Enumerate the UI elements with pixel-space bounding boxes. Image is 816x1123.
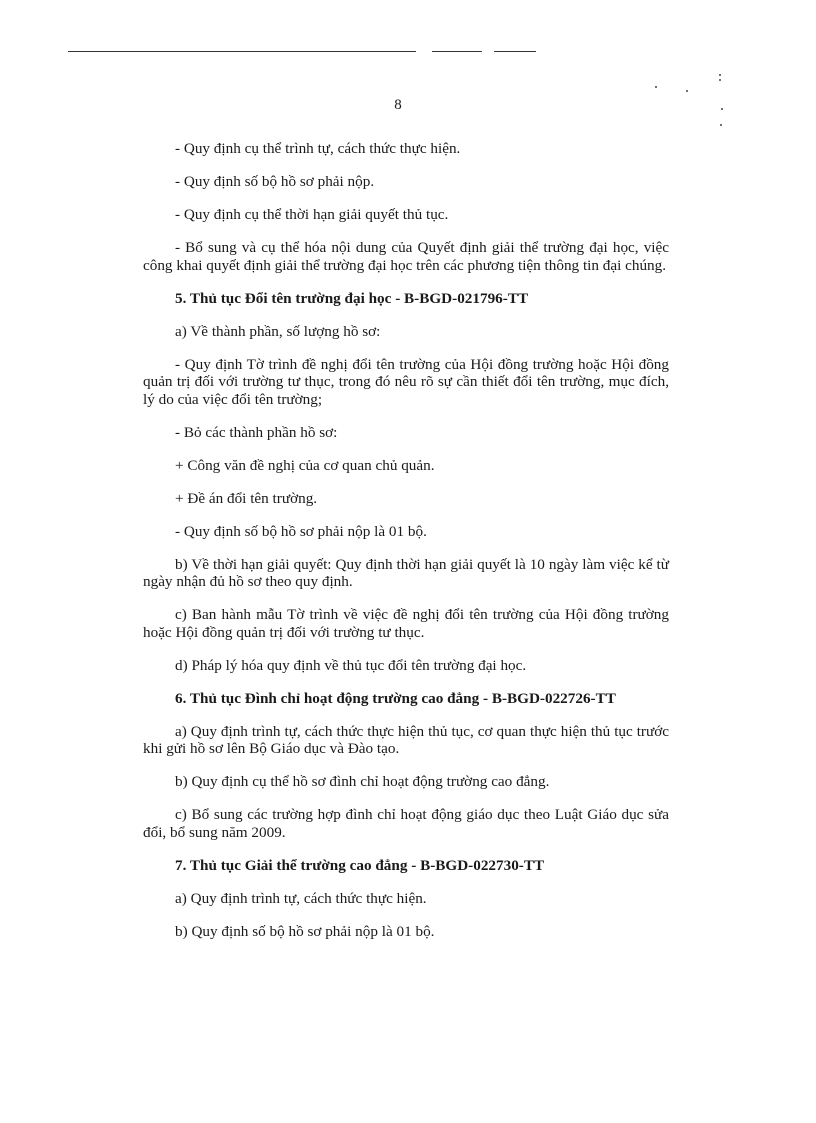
paragraph: a) Quy định trình tự, cách thức thực hiện thủ tục, cơ quan thực hiện thủ tục trước khi gửi hồ sơ lên Bộ Giáo dục và Đào tạo. [143,722,669,757]
paragraph: - Bổ sung và cụ thể hóa nội dung của Quyết định giải thể trường đại học, việc công khai quyết định giải thể trường đại học trên các phương tiện thông tin đại chúng. [143,239,669,274]
paragraph: d) Pháp lý hóa quy định về thủ tục đổi tên trường đại học. [175,656,527,674]
header-rule-segment [68,51,416,52]
paragraph: + Đề án đổi tên trường. [175,489,318,507]
paragraph: + Công văn đề nghị của cơ quan chủ quản. [175,456,435,474]
section-heading: 7. Thủ tục Giải thể trường cao đẳng - B-BGD-022730-TT [175,856,545,874]
document-body [143,140,669,956]
scan-speck [719,79,721,81]
paragraph: b) Về thời hạn giải quyết: Quy định thời hạn giải quyết là 10 ngày làm việc kể từ ngày nhận đủ hồ sơ theo quy định. [143,555,669,590]
paragraph: - Quy định cụ thể thời hạn giải quyết thủ tục. [175,206,449,223]
paragraph: - Quy định số bộ hồ sơ phải nộp. [175,173,375,190]
header-rule-segment [494,51,536,52]
paragraph: a) Về thành phần, số lượng hồ sơ: [175,322,381,340]
scan-speck [686,90,688,92]
page-number: 8 [394,97,402,113]
section-heading: 6. Thủ tục Đình chỉ hoạt động trường cao đẳng - B-BGD-022726-TT [175,689,616,707]
paragraph: - Quy định Tờ trình đề nghị đổi tên trường của Hội đồng trường hoặc Hội đồng quản trị đối với trường tư thục, trong đó nêu rõ sự cần thiết đổi tên trường, mục đích, lý do của việc đổi tên trường; [143,355,669,408]
paragraph: b) Quy định số bộ hồ sơ phải nộp là 01 bộ. [175,922,435,940]
paragraph: b) Quy định cụ thể hồ sơ đình chỉ hoạt động trường cao đẳng. [175,773,550,790]
header-rule-segment [432,51,482,52]
scan-speck [719,74,721,76]
paragraph: a) Quy định trình tự, cách thức thực hiện. [175,889,427,907]
paragraph: c) Bổ sung các trường hợp đình chỉ hoạt động giáo dục theo Luật Giáo dục sửa đổi, bổ sung năm 2009. [143,806,669,841]
section-heading: 5. Thủ tục Đổi tên trường đại học - B-BGD-021796-TT [175,289,529,307]
paragraph: c) Ban hành mẫu Tờ trình về việc đề nghị đổi tên trường của Hội đồng trường hoặc Hội đồng quản trị đối với trường tư thục. [143,606,669,641]
paragraph: - Quy định số bộ hồ sơ phải nộp là 01 bộ. [175,522,427,540]
scan-speck [655,86,657,88]
paragraph: - Quy định cụ thể trình tự, cách thức thực hiện. [175,140,461,157]
scan-speck [720,124,722,126]
paragraph: - Bỏ các thành phần hồ sơ: [175,423,338,441]
